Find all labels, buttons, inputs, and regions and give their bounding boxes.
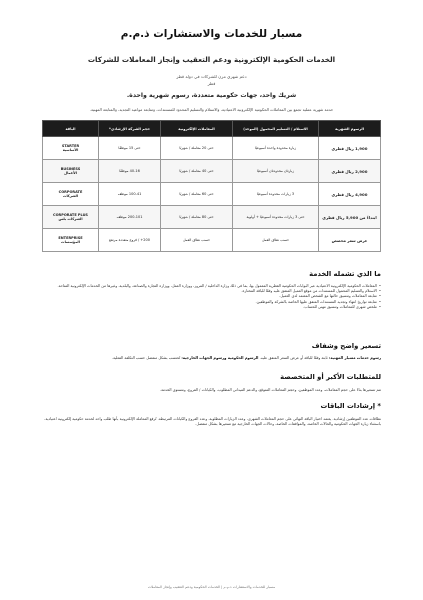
- includes-list: [43, 284, 381, 310]
- cell-fee: 1,900 ريال قطري: [319, 137, 381, 160]
- notes-heading: * إرشادات الباقات: [320, 402, 381, 410]
- list-item: • الاستلام والتسليم المحمول للمستندات من موقع العميل المتفق عليه وفقًا للباقة المختارة.: [43, 289, 381, 294]
- tagline: دعم شهري مرن للشركات في دولة قطر: [176, 74, 247, 79]
- header-size: حجم الشركة الإرشادي*: [99, 121, 161, 137]
- package-en: BUSINESS: [60, 167, 81, 171]
- cell-fee: ابتداءً من 5,900 ريال قطري: [319, 206, 381, 229]
- slogan: شريك واحد، جهات حكومية متعددة، رسوم شهرية واحدة.: [126, 92, 297, 99]
- cell-fee: 2,900 ريال قطري: [319, 160, 381, 183]
- cell-package: [43, 229, 99, 252]
- package-ar: الأعمال: [64, 171, 77, 175]
- list-item: • المعاملات الحكومية الإلكترونية الاعتيادية عبر البوابات الحكومية القطرية المعمول بها، بما في ذلك وزارة الداخلية / المرور، ووزارة العمل، ووزارة التجارة والصناعة، والبلدية، وغيرها من الخدمات الإلكترونية المتاحة.: [43, 284, 381, 289]
- cell-size: حتى 15 موظفًا: [99, 137, 161, 160]
- cell-fee: 4,900 ريال قطري: [319, 183, 381, 206]
- header-package: الباقة: [43, 121, 99, 137]
- cell-delivery: زيارة محدودة واحدة أسبوعيًا: [233, 137, 319, 160]
- cell-delivery: حتى 3 زيارات محدودة أسبوعيًا + أولوية: [233, 206, 319, 229]
- cell-etx: حتى 40 معاملة / شهريًا: [161, 160, 233, 183]
- pricing-text: [43, 356, 381, 361]
- cell-package: [43, 206, 99, 229]
- table-row: [43, 160, 381, 183]
- list-item: • متابعة المعاملات وتنسيق حالتها مع الشخص المعتمد لدى العميل.: [43, 294, 381, 299]
- table-row: [43, 229, 381, 252]
- table-row: [43, 137, 381, 160]
- cell-delivery: زيارتان محدودتان أسبوعيًا: [233, 160, 319, 183]
- cell-size: 200+ / فروع متعددة مرتفع: [99, 229, 161, 252]
- custom-text: تتم تسعيرها بناءً على حجم المعاملات، وعدد الموظفين، وحجم المعاملات المتوقع، والدعم الميداني المطلوب، والكيانات / الفروع، ومستوى الخدمة.: [159, 388, 381, 392]
- custom-heading: للمتطلبات الأكبر أو المتخصصة: [280, 373, 381, 381]
- intro-text: خدمة شهرية عملية تجمع بين المعاملات الحكومية الإلكترونية الاعتيادية، والاستلام والتسليم المحدود للمستندات، ومتابعة مواعيد التجديد، والمتابعة المهنية.: [89, 107, 334, 112]
- cell-fee: عرض سعر مخصص: [319, 229, 381, 252]
- pricing-bold-2: الرسوم الحكومية ورسوم الجهات الخارجية:: [181, 356, 259, 360]
- list-item: • ملخص شهري للمعاملات وتنسيق مهني للحساب.: [43, 305, 381, 310]
- company-title: مسبار للخدمات والاستشارات ذ.م.م: [120, 28, 303, 40]
- header-fee: الرسوم الشهرية: [319, 121, 381, 137]
- pricing-bold-1: رسوم خدمات مسبار المهنية:: [328, 356, 381, 360]
- package-ar: المؤسسات: [61, 240, 80, 244]
- cell-delivery: حسب نطاق العمل: [233, 229, 319, 252]
- pricing-text-2: تُحتسب بشكل منفصل حسب التكلفة الفعلية.: [111, 356, 181, 360]
- cell-delivery: 3 زيارات محدودة أسبوعيًا: [233, 183, 319, 206]
- cell-size: 40-16 موظفًا: [99, 160, 161, 183]
- packages-table: [42, 120, 381, 252]
- cell-size: 200-101 موظف: [99, 206, 161, 229]
- header-etransactions: المعاملات الإلكترونية: [161, 121, 233, 137]
- table-row: [43, 206, 381, 229]
- cell-etx: حتى 80 معاملة / شهريًا: [161, 206, 233, 229]
- cell-package: [43, 137, 99, 160]
- package-en: CORPORATE PLUS: [53, 213, 88, 217]
- table-header-row: [43, 121, 381, 137]
- package-en: ENTERPRISE: [58, 236, 83, 240]
- package-en: CORPORATE: [58, 190, 83, 194]
- list-item: • متابعة تواريخ انتهاء وتجديد المستندات المتفق عليها الخاصة بالشركة والموظفين.: [43, 300, 381, 305]
- service-subtitle: الخدمات الحكومية الإلكترونية ودعم التعقيب وإنجاز المعاملات للشركات: [87, 55, 336, 64]
- cell-package: [43, 160, 99, 183]
- cell-package: [43, 183, 99, 206]
- cell-size: 100-41 موظف: [99, 183, 161, 206]
- cell-etx: حسب نطاق العمل: [161, 229, 233, 252]
- package-ar: الأساسية: [62, 148, 79, 152]
- package-ar: الشركات: [62, 194, 79, 198]
- notes-text: نطاقات عدد الموظفين إرشادية. يعتمد اختيار الباقة النهائي على حجم المعاملات الشهري، وعدد الزيارات المطلوبة، وعدد الفروع والكيانات المرتبطة. تُرفع المعاملة الإلكترونية بأنها طلب واحد لخدمة حكومية إلكترونية اعتيادية، باستثناء زيارة الجهات الحكومية والحالات الخاصة، والموافقات الخاصة، وحالات الجهات الخارجية مع تسعيرها بشكل منفصل.: [44, 417, 381, 427]
- header-delivery: الاستلام / التسليم المحمول (الموحد): [233, 121, 319, 137]
- package-en: STARTER: [61, 144, 80, 148]
- pricing-heading: تسعير واضح وشفاف: [311, 342, 381, 350]
- includes-heading: ما الذي تشمله الخدمة: [309, 270, 381, 278]
- table-row: [43, 183, 381, 206]
- footer: مسبار للخدمات والاستشارات ذ.م.م | الخدمات الحكومية ودعم التعقيب وإنجاز المعاملات: [147, 585, 276, 589]
- cell-etx: حتى 20 معاملة / شهريًا: [161, 137, 233, 160]
- cell-etx: حتى 60 معاملة / شهريًا: [161, 183, 233, 206]
- pricing-text-1: ثابتة وفقًا للباقة أو عرض السعر المتفق عليه.: [259, 356, 328, 360]
- package-ar: الشركات بلس: [58, 217, 83, 221]
- location: قطر: [207, 81, 216, 86]
